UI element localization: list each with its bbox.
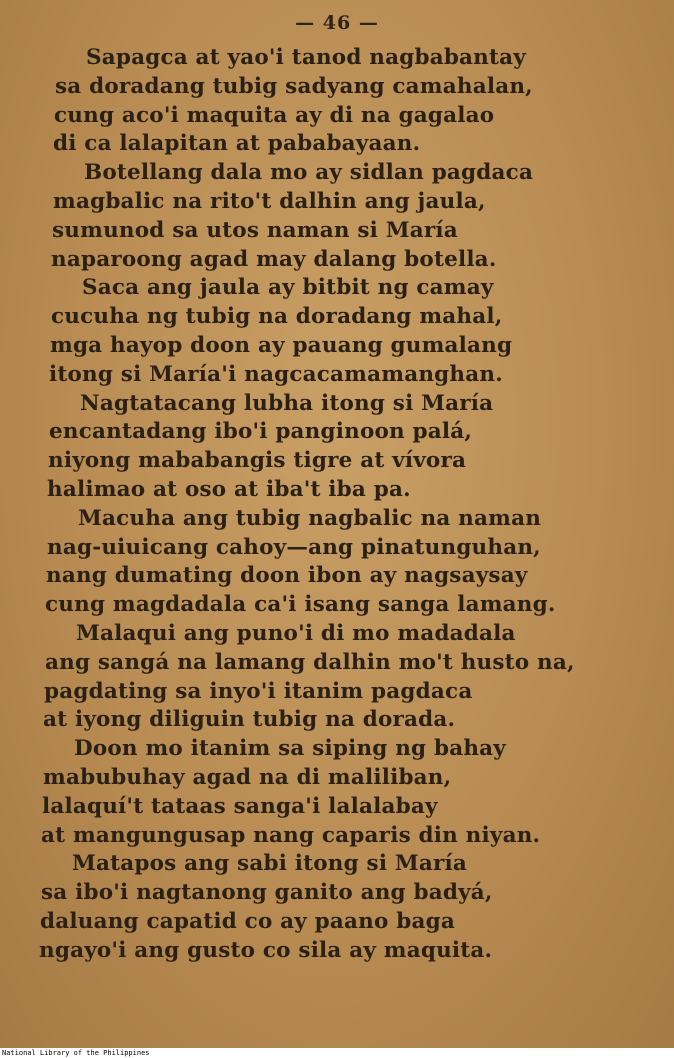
verse-line: Saca ang jaula ay bitbit ng camay	[82, 275, 494, 301]
verse-line: mabubuhay agad na di maliliban,	[43, 764, 452, 790]
stanza	[0, 274, 674, 389]
stanza	[0, 620, 674, 735]
stanza	[0, 505, 674, 620]
verse-line: Malaqui ang puno'i di mo madadala	[76, 620, 516, 646]
verse-line: sa ibo'i nagtanong ganito ang badyá,	[41, 880, 493, 906]
verse-line: di ca lalapitan at pababayaan.	[53, 131, 421, 157]
verse-line: halimao at oso at iba't iba pa.	[47, 476, 411, 502]
verse-line: cung magdadala ca'i isang sanga lamang.	[45, 592, 556, 618]
stanza	[0, 159, 674, 274]
stanza	[0, 44, 674, 159]
verse-line: sumunod sa utos naman si María	[52, 217, 458, 243]
poem-body	[0, 44, 674, 966]
verse-line: Doon mo itanim sa siping ng bahay	[74, 736, 506, 762]
verse-line: cucuha ng tubig na doradang mahal,	[51, 304, 503, 330]
stanza	[0, 735, 674, 850]
verse-line: magbalic na rito't dalhin ang jaula,	[53, 188, 486, 214]
verse-line: itong si María'i nagcacamamanghan.	[49, 361, 503, 387]
verse-line: nag-uiuicang cahoy—ang pinatunguhan,	[47, 534, 541, 560]
verse-line: encantadang ibo'i panginoon palá,	[49, 419, 473, 445]
verse-line: naparoong agad may dalang botella.	[51, 246, 497, 272]
verse-line: Sapagca at yao'i tanod nagbabantay	[86, 45, 526, 70]
verse-line: lalaquí't tataas sanga'i lalalabay	[42, 793, 438, 819]
verse-line: Nagtatacang lubha itong si María	[80, 390, 494, 416]
stanza	[0, 850, 674, 965]
verse-line: sa doradang tubig sadyang camahalan,	[55, 73, 533, 99]
verse-line: pagdating sa inyo'i itanim pagdaca	[44, 678, 473, 704]
verse-line: Macuha ang tubig nagbalic na naman	[78, 505, 542, 531]
verse-line: daluang capatid co ay paano baga	[40, 908, 455, 934]
stanza	[0, 390, 674, 505]
verse-line: cung aco'i maquita ay di na gagalao	[54, 102, 495, 128]
verse-line: at iyong diliguin tubig na dorada.	[43, 707, 456, 733]
verse-line: ngayo'i ang gusto co sila ay maquita.	[39, 937, 493, 963]
verse-line: Botellang dala mo ay sidlan pagdaca	[84, 160, 534, 186]
page-number: — 46 —	[295, 12, 379, 34]
verse-line: Matapos ang sabi itong si María	[72, 851, 468, 877]
verse-line: ang sangá na lamang dalhin mo't husto na,	[45, 649, 575, 675]
library-credit: National Library of the Philippines	[2, 1049, 150, 1057]
verse-line: niyong mababangis tigre at vívora	[48, 448, 467, 474]
verse-line: at mangungusap nang caparis din niyan.	[41, 822, 541, 848]
verse-line: nang dumating doon ibon ay nagsaysay	[46, 563, 528, 589]
verse-line: mga hayop doon ay pauang gumalang	[50, 332, 513, 358]
